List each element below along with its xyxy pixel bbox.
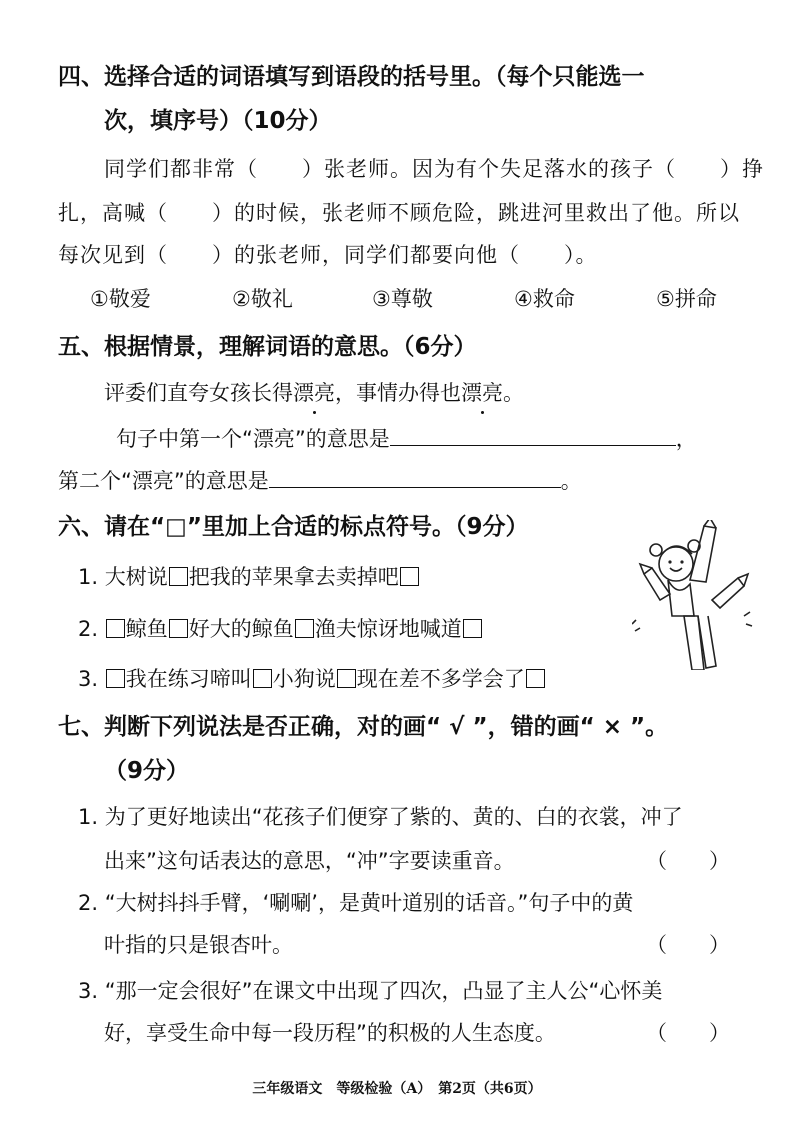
answer-paren-2[interactable]: （ ） xyxy=(646,933,730,957)
judgement-item-2-line1: 2. “大树抖抖手臂，‘唰唰’，是黄叶道别的话音。”句子中的黄 xyxy=(78,891,634,915)
punctuation-box[interactable] xyxy=(169,619,188,638)
punctuation-box[interactable] xyxy=(253,669,272,688)
punctuation-box[interactable] xyxy=(463,619,482,638)
judgement-item-1-line1: 1. 为了更好地读出“花孩子们便穿了紫的、黄的、白的衣裳，冲了 xyxy=(78,805,683,829)
item2-seg2: 好大的鲸鱼 xyxy=(188,617,294,641)
punctuation-box[interactable] xyxy=(337,669,356,688)
judgement-item-2-line2: 叶指的只是银杏叶。 xyxy=(104,933,293,957)
section4-paragraph-line3: 每次见到（ ）的张老师，同学们都要向他（ ）。 xyxy=(58,243,598,267)
punctuation-item-3 xyxy=(78,664,546,694)
section7-title: 七、判断下列说法是否正确，对的画“ √ ”，错的画“ × ”。 xyxy=(58,714,669,740)
item1-seg0: 1. 大树说 xyxy=(78,565,168,589)
option-5: ⑤拼命 xyxy=(656,287,717,311)
judgement-item-3-line2: 好，享受生命中每一段历程”的积极的人生态度。 xyxy=(104,1021,556,1045)
punctuation-item-2 xyxy=(78,614,483,644)
item1-seg1: 把我的苹果拿去卖掉吧 xyxy=(188,565,399,589)
question2-text: 第二个“漂亮”的意思是 xyxy=(58,469,269,493)
section4-title-line2: 次，填序号）（10分） xyxy=(104,108,332,134)
section5-question1 xyxy=(116,424,697,454)
punctuation-box[interactable] xyxy=(400,567,419,586)
page-footer: 三年级语文 等级检验（A） 第2页（共6页） xyxy=(252,1081,542,1097)
option-3: ③尊敬 xyxy=(372,287,433,311)
punctuation-item-1 xyxy=(78,562,420,592)
section5-sentence xyxy=(104,378,524,408)
item3-seg2: 小狗说 xyxy=(272,667,336,691)
girl-with-pencils-illustration xyxy=(632,520,754,670)
section4-paragraph-line1: 同学们都非常（ ）张老师。因为有个失足落水的孩子（ ）挣 xyxy=(104,157,764,181)
question1-end: ， xyxy=(675,427,697,451)
item2-seg1: 鲸鱼 xyxy=(125,617,168,641)
sentence-part-a: 评委们直夸女孩长得 xyxy=(104,381,293,405)
option-1: ①敬爱 xyxy=(90,287,151,311)
answer-paren-1[interactable]: （ ） xyxy=(646,849,730,873)
answer-paren-3[interactable]: （ ） xyxy=(646,1021,730,1045)
item2-seg3: 渔夫惊讶地喊道 xyxy=(314,617,462,641)
option-2: ②敬礼 xyxy=(232,287,293,311)
judgement-item-3-line1: 3. “那一定会很好”在课文中出现了四次，凸显了主人公“心怀美 xyxy=(78,979,663,1003)
section4-title-line1: 四、选择合适的词语填写到语段的括号里。（每个只能选一 xyxy=(58,64,645,90)
question1-text: 句子中第一个“漂亮”的意思是 xyxy=(116,427,390,451)
section5-title: 五、根据情景，理解词语的意思。（6分） xyxy=(58,334,477,360)
item2-seg0: 2. xyxy=(78,617,105,641)
emphasized-word-1a: 漂亮 xyxy=(293,378,335,408)
punctuation-box[interactable] xyxy=(106,669,125,688)
item3-seg1: 我在练习啼叫 xyxy=(125,667,252,691)
punctuation-box[interactable] xyxy=(106,619,125,638)
section7-score: （9分） xyxy=(104,758,190,784)
emphasized-word-2: 漂亮 xyxy=(461,378,503,408)
judgement-item-1-line2: 出来”这句话表达的意思，“冲”字要读重音。 xyxy=(104,849,515,873)
punctuation-box[interactable] xyxy=(295,619,314,638)
answer-blank-1[interactable] xyxy=(390,425,676,446)
item3-seg3: 现在差不多学会了 xyxy=(356,667,525,691)
section5-question2 xyxy=(58,466,582,496)
section6-title: 六、请在“□”里加上合适的标点符号。（9分） xyxy=(58,514,529,540)
sentence-part-c: 。 xyxy=(503,381,524,405)
answer-blank-2[interactable] xyxy=(269,467,561,488)
option-4: ④救命 xyxy=(514,287,575,311)
punctuation-box[interactable] xyxy=(526,669,545,688)
punctuation-box[interactable] xyxy=(169,567,188,586)
section4-paragraph-line2: 扎，高喊（ ）的时候，张老师不顾危险，跳进河里救出了他。所以 xyxy=(58,201,740,225)
item3-seg0: 3. xyxy=(78,667,105,691)
question2-end: 。 xyxy=(560,469,582,493)
sentence-part-b: ，事情办得也 xyxy=(335,381,461,405)
